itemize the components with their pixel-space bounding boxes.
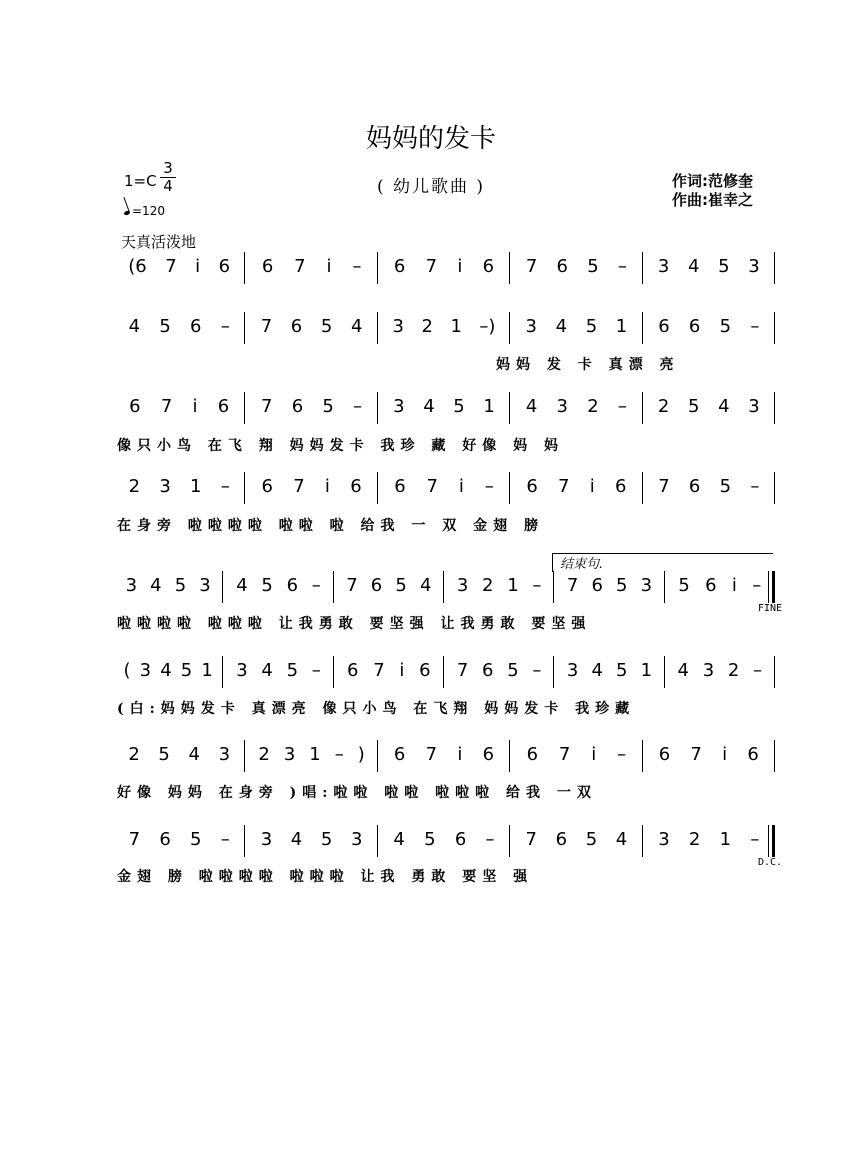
- note: 3: [658, 829, 670, 850]
- note: 4: [393, 829, 405, 850]
- note: 4: [350, 316, 363, 337]
- note: 6: [526, 744, 539, 765]
- note: 5: [261, 575, 273, 596]
- score-row: [113, 476, 775, 506]
- measure: [384, 396, 504, 417]
- note: 7: [160, 396, 173, 417]
- note: i: [458, 476, 464, 497]
- note: –: [753, 660, 763, 681]
- note: 3: [159, 476, 171, 497]
- bar-line-double: [768, 571, 769, 603]
- note: 6: [591, 575, 603, 596]
- bar-line: [443, 656, 444, 688]
- note: 5: [718, 256, 730, 277]
- measure: [229, 575, 327, 596]
- bar-line: [377, 252, 378, 284]
- note: 6: [261, 476, 273, 497]
- note: 7: [293, 476, 305, 497]
- note: i: [731, 575, 737, 596]
- time-bottom: 4: [163, 177, 173, 195]
- note: 4: [419, 575, 432, 596]
- bar-line: [509, 740, 510, 772]
- bar-line: [553, 656, 554, 688]
- note: 5: [453, 396, 465, 417]
- bar-line: [377, 825, 378, 857]
- tempo-value: =120: [132, 204, 165, 218]
- note: –: [220, 829, 230, 850]
- note: 4: [290, 829, 303, 850]
- score-row: [113, 256, 775, 286]
- note: 6: [286, 575, 299, 596]
- note: –: [484, 476, 494, 497]
- bar-line: [642, 472, 643, 504]
- note: 6: [291, 396, 304, 417]
- note: 6: [290, 316, 303, 337]
- note: –: [617, 396, 627, 417]
- end-mark: D.C.: [758, 857, 783, 868]
- note: 6: [419, 660, 431, 681]
- bar-line: [772, 571, 775, 603]
- note: 4: [423, 396, 435, 417]
- note: 4: [718, 396, 730, 417]
- note: 7: [558, 744, 571, 765]
- note: –: [752, 575, 762, 596]
- note: i: [457, 256, 463, 277]
- bar-line: [222, 656, 223, 688]
- note: 5: [585, 829, 598, 850]
- note: 7: [425, 744, 438, 765]
- note: –: [485, 829, 495, 850]
- measure: [671, 660, 769, 681]
- note: i: [457, 744, 463, 765]
- note: 5: [180, 660, 193, 681]
- note: 6: [129, 396, 141, 417]
- note: 2: [482, 575, 494, 596]
- bar-line: [642, 392, 643, 424]
- note: 6: [217, 396, 230, 417]
- bar-line-double: [768, 825, 769, 857]
- bar-line: [774, 740, 775, 772]
- note: 5: [158, 744, 170, 765]
- note: 5: [678, 575, 690, 596]
- measure: [119, 829, 239, 850]
- measure: [251, 744, 371, 765]
- note: 6: [482, 744, 495, 765]
- note: 5: [174, 575, 187, 596]
- note: 2: [657, 396, 670, 417]
- note: 3: [456, 575, 469, 596]
- score-row: [113, 316, 775, 346]
- note: i: [192, 396, 198, 417]
- note: 7: [261, 396, 273, 417]
- note: 6: [454, 829, 467, 850]
- lyric-line: 在身旁 啦啦啦啦 啦啦 啦 给我 一 双 金翅 膀: [117, 518, 544, 534]
- measure: [251, 256, 371, 277]
- note: 5: [320, 829, 333, 850]
- lyric-line: 啦啦啦啦 啦啦啦 让我勇敢 要坚强 让我勇敢 要坚强: [117, 616, 592, 632]
- measure: [384, 256, 504, 277]
- note: 1: [640, 660, 653, 681]
- note: 5: [616, 575, 628, 596]
- measure: [384, 476, 504, 497]
- measure: [560, 660, 658, 681]
- note: i: [589, 476, 595, 497]
- score-row: [113, 744, 775, 774]
- note: 6: [370, 575, 383, 596]
- bar-line: [509, 472, 510, 504]
- note: –: [532, 575, 542, 596]
- note: 2: [727, 660, 740, 681]
- note: 7: [566, 575, 579, 596]
- note: 3: [702, 660, 715, 681]
- composer: 作曲:崔幸之: [672, 191, 753, 209]
- bar-line: [509, 252, 510, 284]
- bar-line: [377, 740, 378, 772]
- bar-line: [509, 312, 510, 344]
- lyric-line: 妈妈 发 卡 真漂 亮: [496, 357, 680, 373]
- measure: [516, 256, 636, 277]
- bar-line: [774, 252, 775, 284]
- score-row: [113, 396, 775, 426]
- measure: [516, 316, 636, 337]
- note: 6: [347, 660, 359, 681]
- note: 4: [677, 660, 689, 681]
- lyric-line: (白:妈妈发卡 真漂亮 像只小鸟 在飞翔 妈妈发卡 我珍藏: [117, 701, 636, 717]
- note: 3: [392, 316, 404, 337]
- note: 3: [393, 396, 405, 417]
- lyric-line: 像只小鸟 在飞 翔 妈妈发卡 我珍 藏 好像 妈 妈: [117, 438, 564, 454]
- note: –): [479, 316, 496, 337]
- note: 6: [555, 829, 568, 850]
- note: 4: [591, 660, 603, 681]
- note: 3: [556, 396, 568, 417]
- note: 5: [616, 660, 628, 681]
- note: 7: [525, 256, 538, 277]
- note: –: [750, 476, 760, 497]
- note: 4: [150, 575, 162, 596]
- note: 5: [585, 316, 598, 337]
- measure: [384, 829, 504, 850]
- note: 7: [558, 476, 570, 497]
- note: 3: [350, 829, 363, 850]
- note: 3: [640, 575, 653, 596]
- lyric-line: 好像 妈妈 在身旁 )唱:啦啦 啦啦 啦啦啦 给我 一双: [117, 785, 597, 801]
- note: 4: [525, 396, 538, 417]
- bar-line: [244, 252, 245, 284]
- measure: [251, 476, 371, 497]
- note: 3: [657, 256, 670, 277]
- measure: [119, 575, 217, 596]
- note: 1: [309, 744, 321, 765]
- bar-line: [642, 312, 643, 344]
- note: 4: [236, 575, 248, 596]
- bar-line: [664, 571, 665, 603]
- note: –: [334, 744, 344, 765]
- time-signature: [160, 160, 176, 195]
- measure: [516, 396, 636, 417]
- measure: [251, 829, 371, 850]
- note: 5: [190, 829, 202, 850]
- note: 6: [350, 476, 362, 497]
- measure: [119, 256, 239, 277]
- note: 2: [128, 744, 140, 765]
- note: 7: [456, 660, 469, 681]
- note: 5: [159, 316, 171, 337]
- note: 6: [261, 256, 274, 277]
- measure: [119, 316, 239, 337]
- bar-line: [333, 571, 334, 603]
- note: 6: [482, 660, 494, 681]
- bar-line: [244, 312, 245, 344]
- key-signature: 1=C: [124, 172, 157, 190]
- tempo-marking: [124, 204, 165, 218]
- note: –: [617, 256, 627, 277]
- note: 7: [690, 744, 702, 765]
- note: –: [532, 660, 542, 681]
- note: 2: [587, 396, 599, 417]
- note: 5: [395, 575, 407, 596]
- bar-line: [377, 392, 378, 424]
- note: 6: [393, 744, 406, 765]
- credits: [672, 172, 753, 210]
- note: 2: [421, 316, 433, 337]
- note: 5: [424, 829, 436, 850]
- measure: [251, 316, 371, 337]
- note: 6: [658, 316, 670, 337]
- measure: [649, 256, 769, 277]
- note: 3: [236, 660, 248, 681]
- note: 3: [218, 744, 231, 765]
- note: –: [220, 476, 230, 497]
- note: 7: [373, 660, 385, 681]
- subtitle: ( 幼儿歌曲 ): [376, 177, 486, 197]
- note: 4: [160, 660, 172, 681]
- note: 4: [261, 660, 273, 681]
- measure: [119, 660, 217, 681]
- bar-line: [664, 656, 665, 688]
- bar-line: [509, 825, 510, 857]
- note: 7: [294, 256, 306, 277]
- note: 4: [128, 316, 141, 337]
- measure: [119, 476, 239, 497]
- note: 7: [260, 316, 273, 337]
- note: –: [617, 744, 627, 765]
- bar-line: [443, 571, 444, 603]
- bar-line: [642, 825, 643, 857]
- note: 2: [258, 744, 270, 765]
- measure: [516, 744, 636, 765]
- note: 6: [190, 316, 202, 337]
- bar-line: [244, 472, 245, 504]
- bar-line: [244, 392, 245, 424]
- measure: [450, 575, 548, 596]
- note: 6: [394, 476, 406, 497]
- lyric-line: 金翅 膀 啦啦啦啦 啦啦啦 让我 勇敢 要坚 强: [117, 869, 534, 885]
- note: 3: [748, 396, 760, 417]
- note: 4: [188, 744, 200, 765]
- note: –: [353, 396, 363, 417]
- note: 1: [719, 829, 732, 850]
- bar-line: [509, 392, 510, 424]
- note: 3: [748, 256, 760, 277]
- note: 7: [525, 829, 537, 850]
- note: i: [591, 744, 597, 765]
- measure: [384, 316, 504, 337]
- note: 5: [719, 316, 732, 337]
- note: –: [220, 316, 230, 337]
- note: 7: [346, 575, 358, 596]
- note: 1: [507, 575, 519, 596]
- note: 2: [688, 829, 701, 850]
- score-row: [113, 829, 775, 859]
- measure: [649, 476, 769, 497]
- time-top: 3: [163, 159, 173, 177]
- note: 5: [507, 660, 519, 681]
- bar-line: [377, 312, 378, 344]
- note: 2: [128, 476, 141, 497]
- measure: [340, 660, 438, 681]
- note: 3: [525, 316, 537, 337]
- note: 3: [283, 744, 296, 765]
- bar-line: [642, 740, 643, 772]
- measure: [119, 396, 239, 417]
- note: 4: [615, 829, 628, 850]
- note: 3: [260, 829, 273, 850]
- note: i: [399, 660, 405, 681]
- measure: [119, 744, 239, 765]
- note: –: [311, 575, 321, 596]
- measure: [671, 575, 769, 596]
- note: 1: [615, 316, 628, 337]
- measure: [251, 396, 371, 417]
- measure: [649, 396, 769, 417]
- note: i: [195, 256, 201, 277]
- note: 6: [482, 256, 495, 277]
- note: (6: [128, 256, 147, 277]
- bar-line: [222, 571, 223, 603]
- note: 6: [658, 744, 671, 765]
- note: 4: [688, 256, 700, 277]
- page-title: 妈妈的发卡: [365, 124, 496, 154]
- note: –: [750, 316, 760, 337]
- note: 6: [393, 256, 406, 277]
- quarter-note-icon: [123, 210, 130, 216]
- bar-line: [244, 825, 245, 857]
- bar-line: [377, 472, 378, 504]
- bar-line: [774, 472, 775, 504]
- note: ): [357, 744, 365, 765]
- note: 5: [322, 396, 334, 417]
- note: 7: [165, 256, 177, 277]
- measure: [560, 575, 658, 596]
- note: 5: [286, 660, 299, 681]
- measure: [384, 744, 504, 765]
- bar-line: [772, 825, 775, 857]
- note: i: [324, 476, 330, 497]
- measure: [649, 829, 769, 850]
- bar-line: [333, 656, 334, 688]
- measure: [649, 744, 769, 765]
- measure: [229, 660, 327, 681]
- bar-line: [774, 312, 775, 344]
- note: –: [352, 256, 362, 277]
- score-row: [113, 660, 775, 690]
- expression-marking: 天真活泼地: [121, 233, 197, 251]
- note: 6: [747, 744, 759, 765]
- score-row: [113, 575, 775, 605]
- note: 6: [688, 316, 701, 337]
- note: 5: [688, 396, 700, 417]
- bar-line: [244, 740, 245, 772]
- note: 6: [159, 829, 171, 850]
- note: 7: [426, 476, 438, 497]
- note: 5: [587, 256, 599, 277]
- note: 6: [688, 476, 701, 497]
- note: 3: [566, 660, 579, 681]
- note: 6: [556, 256, 568, 277]
- note: 6: [614, 476, 627, 497]
- measure: [450, 660, 548, 681]
- note: –: [311, 660, 321, 681]
- note: 7: [425, 256, 438, 277]
- bar-line: [553, 571, 554, 603]
- note: 5: [719, 476, 732, 497]
- bar-line: [774, 392, 775, 424]
- note: i: [722, 744, 728, 765]
- note: 1: [483, 396, 495, 417]
- bar-line: [642, 252, 643, 284]
- note: 6: [526, 476, 538, 497]
- note: 3: [139, 660, 152, 681]
- note: (: [123, 660, 131, 681]
- note: 1: [190, 476, 202, 497]
- lyricist: 作词:范修奎: [672, 172, 753, 190]
- note: 7: [658, 476, 670, 497]
- coda-label: 结束句.: [560, 557, 604, 572]
- note: 4: [555, 316, 568, 337]
- bar-line: [774, 656, 775, 688]
- measure: [649, 316, 769, 337]
- note: 5: [320, 316, 333, 337]
- note: 1: [450, 316, 462, 337]
- note: 3: [125, 575, 138, 596]
- note: 6: [218, 256, 231, 277]
- measure: [516, 829, 636, 850]
- measure: [340, 575, 438, 596]
- note: 7: [128, 829, 141, 850]
- note: –: [750, 829, 760, 850]
- measure: [516, 476, 636, 497]
- note: 3: [199, 575, 211, 596]
- note: 6: [705, 575, 717, 596]
- note: i: [326, 256, 332, 277]
- note: 1: [201, 660, 213, 681]
- end-mark: FINE: [758, 603, 783, 614]
